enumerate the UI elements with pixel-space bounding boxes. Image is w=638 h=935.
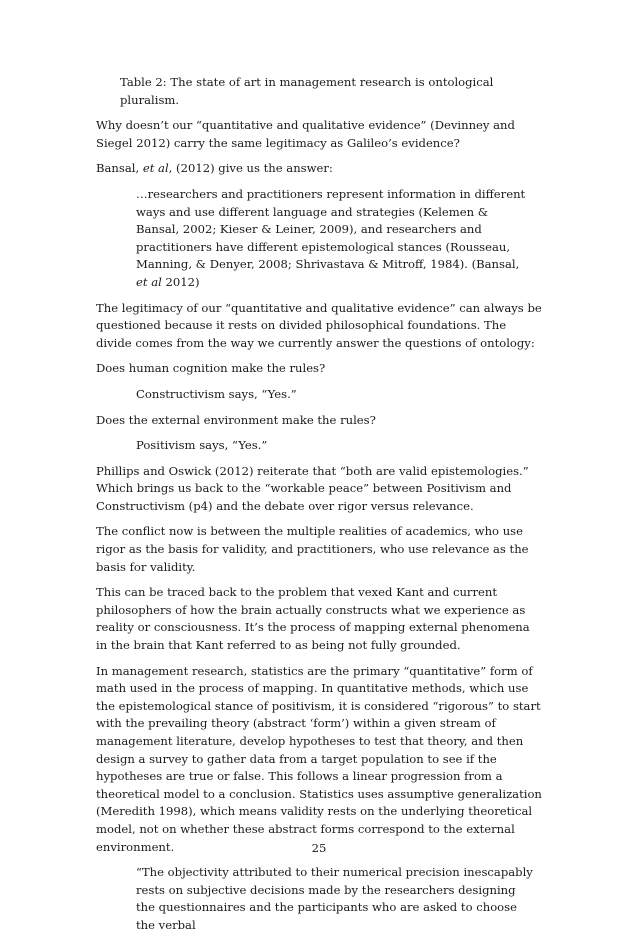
paragraph-bansal-intro — [96, 160, 542, 178]
answer-constructivism: Constructivism says, “Yes.” — [136, 386, 297, 401]
table-caption: Table 2: The state of art in management research is ontological pluralism. — [120, 75, 494, 107]
page-number: 25 — [311, 841, 327, 855]
block-quote-bansal-etal: et al — [136, 274, 162, 289]
bansal-intro-part-2: , (2012) give us the answer: — [168, 161, 333, 176]
question-human-cognition: Does human cognition make the rules? — [96, 361, 326, 376]
paragraph-conflict: The conflict now is between the multiple realities of academics, who use rigor as the basis for validity, and practitioners, who use relevance as the basis for validity. — [96, 524, 529, 574]
block-quote-objectivity: “The objectivity attributed to their numerical precision inescapably rests on subjective decisions made by the researchers designing the questionnaires and the participants who are asked to choose the verbal — [136, 865, 533, 932]
paragraph-phillips-oswick: Phillips and Oswick (2012) reiterate that “both are valid epistemologies.” Which brings us back to the “workable peace” between Positivism and Constructivism (p4) and the debate over rigor versus relevance. — [96, 463, 529, 513]
bansal-intro-etal: et al — [142, 161, 169, 176]
paragraph-question-legitimacy: Why doesn’t our “quantitative and qualitative evidence” (Devinney and Siegel 2012) carry the same legitimacy as Galileo’s evidence? — [96, 118, 515, 150]
paragraph-kant: This can be traced back to the problem that vexed Kant and current philosophers of how the brain actually constructs what we experience as reality or consciousness. It’s the process of mapping external phenomena in the brain that Kant referred to as being not fully grounded. — [96, 585, 530, 653]
question-external-environment: Does the external environment make the rules? — [96, 412, 376, 427]
bansal-intro-part-1: Bansal, — [96, 161, 143, 176]
answer-positivism: Positivism says, “Yes.” — [136, 438, 268, 453]
block-quote-bansal-text: …researchers and practitioners represent information in different ways and use different language and strategies (Kelemen & Bansal, 2002; Kieser & Leiner, 2009), and researchers and practitioners have different epistemological stances (Rousseau, Manning, & Denyer, 2008; Shrivastava & Mitroff, 1984). (Bansal, — [136, 186, 526, 272]
paragraph-legitimacy-divide: The legitimacy of our “quantitative and qualitative evidence” can always be questioned because it rests on divided philosophical foundations. The divide comes from the way we currently answer the questions of ontology: — [96, 300, 542, 350]
paragraph-statistics: In management research, statistics are the primary “quantitative” form of math used in the process of mapping. In quantitative methods, which use the epistemological stance of positivism, it is considered “rigorous” to start with the prevailing theory (abstract ‘form’) within a given stream of management literature, develop hypotheses to test that theory, and then design a survey to gather data from a target population to see if the hypotheses are true or false. This follows a linear progression from a theoretical model to a conclusion. Statistics uses assumptive generalization (Meredith 1998), which means validity rests on the underlying theoretical model, not on whether these abstract forms correspond to the external environment. — [96, 663, 542, 854]
block-quote-bansal-year: 2012) — [161, 274, 200, 289]
block-quote-bansal — [96, 186, 542, 292]
